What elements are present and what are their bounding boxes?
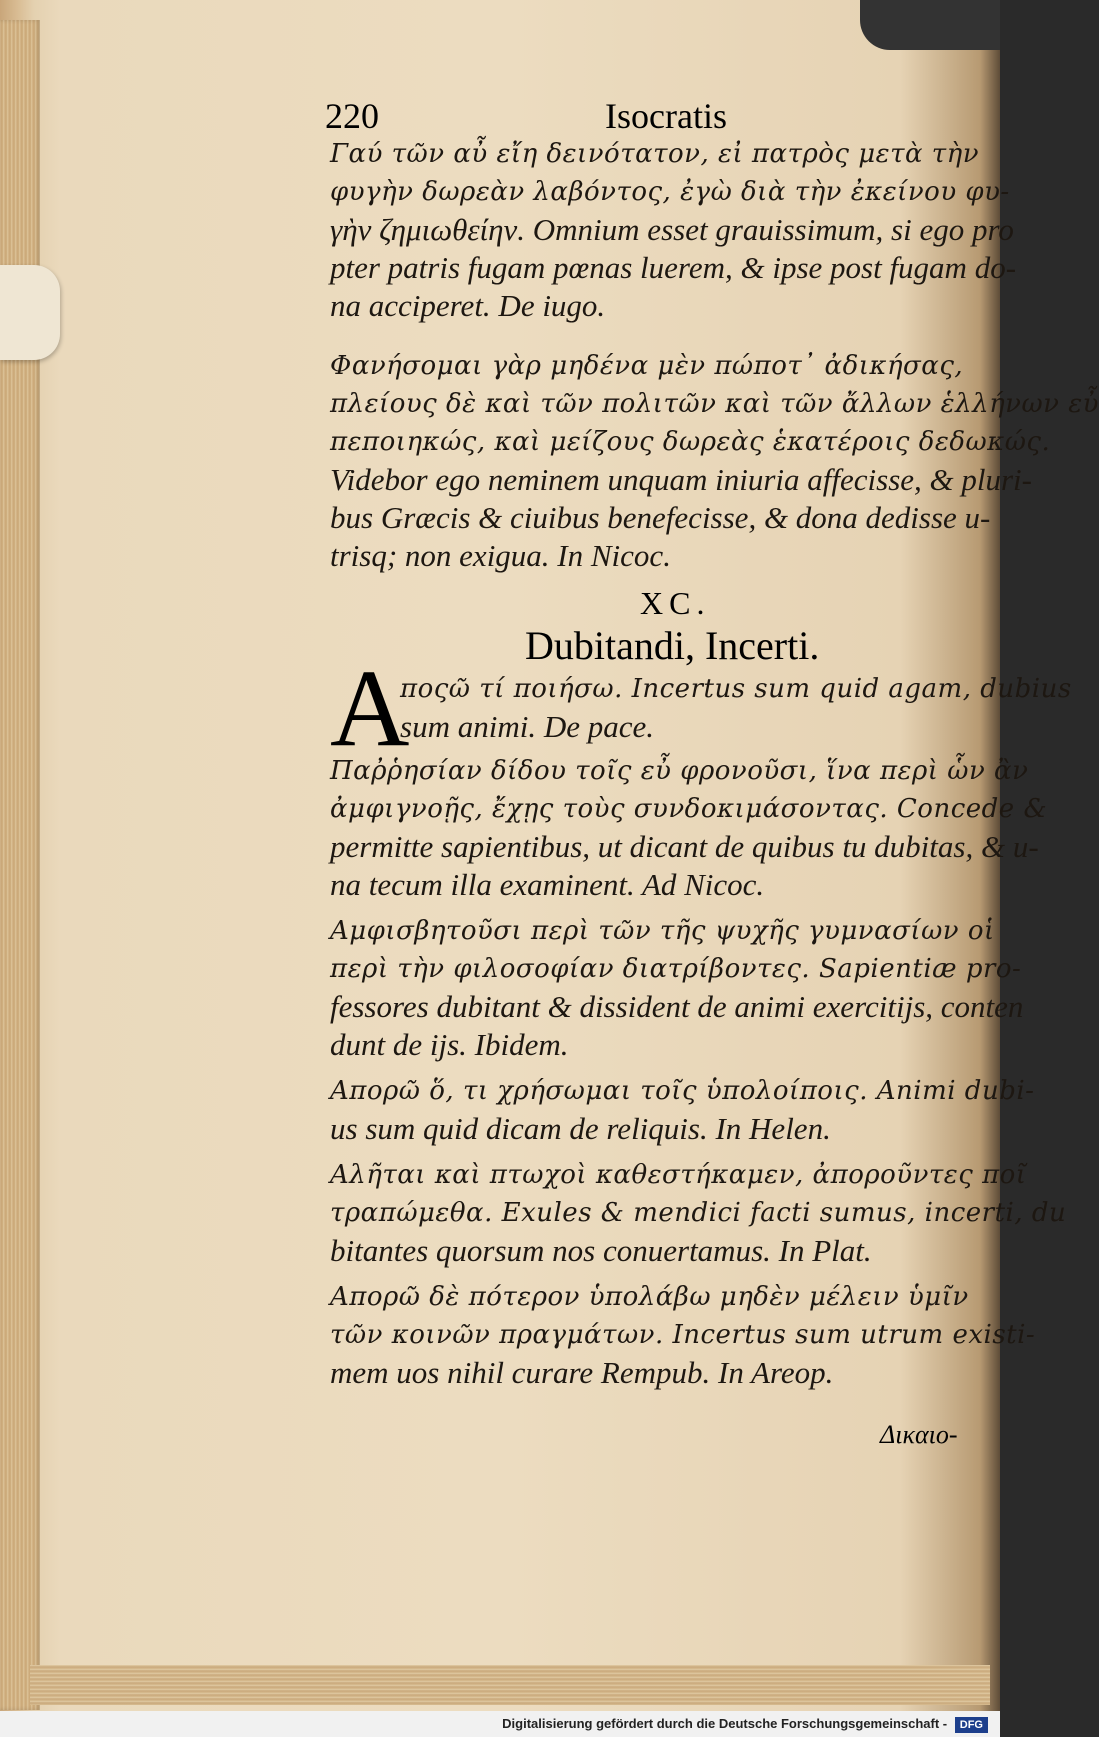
footer-text: Digitalisierung gefördert durch die Deutsche Forschungsgemeinschaft - bbox=[502, 1716, 948, 1731]
text-line: permitte sapientibus, ut dicant de quibus tu dubitas, & u- bbox=[330, 829, 1039, 864]
text-line: pter patris fugam pœnas luerem, & ipse post fugam do- bbox=[330, 250, 1017, 285]
text-line: τραπώμεθα. Exules & mendici facti sumus, incerti, du bbox=[330, 1198, 1067, 1228]
text-line: Φανήσομαι γὰρ μηδένα μὲν πώποτ᾽ ἀδικήσας, bbox=[330, 351, 964, 381]
text-line: bus Græcis & ciuibus benefecisse, & dona dedisse u- bbox=[330, 500, 991, 535]
text-line: dunt de ijs. Ibidem. bbox=[330, 1027, 569, 1062]
text-line: πεποιηκώς, καὶ μείζους δωρεὰς ἑκατέροις δεδωκώς. bbox=[330, 427, 1051, 457]
text-line: Αμφισβητοῦσι περὶ τῶν τῆς ψυχῆς γυμνασίων οἱ bbox=[330, 916, 995, 946]
text-line: Videbor ego neminem unquam iniuria affecisse, & pluri- bbox=[330, 462, 1032, 497]
text-after-initial bbox=[400, 670, 1072, 746]
paragraph bbox=[330, 135, 1017, 325]
text-line: γὴν ζημιωθείην. Omnium esset grauissimum, si ego pro bbox=[330, 212, 1014, 247]
paragraph bbox=[330, 752, 1048, 904]
page-number: 220 bbox=[325, 96, 379, 136]
text-line: us sum quid dicam de reliquis. In Helen. bbox=[330, 1111, 831, 1146]
paragraph bbox=[330, 1072, 1035, 1148]
background-corner bbox=[860, 0, 1000, 50]
text-line: ἀμφιγνοῇς, ἔχῃς τοὺς συνδοκιμάσοντας. Concede & bbox=[330, 794, 1048, 824]
text-line: na acciperet. De iugo. bbox=[330, 288, 606, 323]
text-line: πλείους δὲ καὶ τῶν πολιτῶν καὶ τῶν ἄλλων ἑλλήνων εὖ bbox=[330, 389, 1099, 419]
section-number: XC. bbox=[640, 585, 711, 621]
page-edge-bottom bbox=[30, 1665, 990, 1705]
text-line: trisq; non exigua. In Nicoc. bbox=[330, 538, 671, 573]
paragraph bbox=[330, 1156, 1067, 1270]
text-line: φυγὴν δωρεὰν λαβόντος, ἐγὼ διὰ τὴν ἐκείνου φυ- bbox=[330, 177, 1010, 207]
text-line: Παῤῥησίαν δίδου τοῖς εὖ φρονοῦσι, ἵνα περὶ ὧν ἂν bbox=[330, 756, 1029, 786]
text-line: Απορῶ δὲ πότερον ὑπολάβω μηδὲν μέλειν ὑμῖν bbox=[330, 1282, 969, 1312]
text-line: fessores dubitant & dissident de animi exercitijs, conten bbox=[330, 989, 1024, 1024]
paragraph bbox=[330, 912, 1024, 1064]
text-line: ποςῶ τί ποιήσω. Incertus sum quid agam, dubius bbox=[400, 674, 1072, 704]
text-before-section bbox=[330, 135, 1099, 575]
text-line: Απορῶ ὅ, τι χρήσωμαι τοῖς ὑπολοίποις. Animi dubi- bbox=[330, 1076, 1035, 1106]
text-line: τῶν κοινῶν πραγμάτων. Incertus sum utrum existi- bbox=[330, 1320, 1036, 1350]
footer-bar bbox=[0, 1711, 1000, 1737]
bookmark-tab bbox=[0, 265, 60, 360]
text-after-section bbox=[330, 752, 1067, 1392]
text-line: mem uos nihil curare Rempub. In Areop. bbox=[330, 1355, 834, 1390]
page-title: Isocratis bbox=[605, 96, 727, 136]
drop-cap-initial: A bbox=[330, 647, 410, 769]
text-line: bitantes quorsum nos conuertamus. In Plat. bbox=[330, 1233, 872, 1268]
paragraph bbox=[330, 1278, 1036, 1392]
text-line: Αλῆται καὶ πτωχοὶ καθεστήκαμεν, ἀποροῦντες ποῖ bbox=[330, 1160, 1027, 1190]
paragraph bbox=[330, 347, 1099, 575]
dfg-logo-icon: DFG bbox=[955, 1717, 988, 1733]
text-line: sum animi. De pace. bbox=[400, 709, 654, 744]
section-title: Dubitandi, Incerti. bbox=[525, 623, 820, 668]
text-line: περὶ τὴν φιλοσοφίαν διατρίβοντες. Sapientiæ pro- bbox=[330, 954, 1022, 984]
text-line: Γαύ τῶν αὖ εἴη δεινότατον, εἰ πατρὸς μετὰ τὴν bbox=[330, 139, 980, 169]
catchword: Δικαιο- bbox=[880, 1420, 958, 1449]
text-line: na tecum illa examinent. Ad Nicoc. bbox=[330, 867, 765, 902]
